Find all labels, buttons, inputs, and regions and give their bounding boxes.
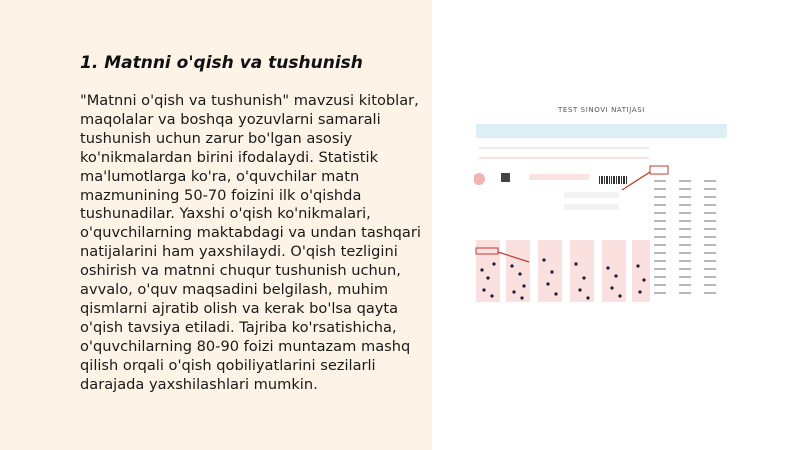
slide-heading: 1. Matnni o'qish va tushunish <box>80 53 363 73</box>
answer-sheet-banner <box>476 124 727 138</box>
highlight-box-top <box>650 166 668 174</box>
bubble-grid-panels <box>476 240 650 302</box>
answer-sheet-image <box>474 100 729 305</box>
sheet-info-field <box>564 192 619 198</box>
slide-body-text: "Matnni o'qish va tushunish" mavzusi kitoblar, maqolalar va boshqa yozuvlarni samarali tushunish uchun zarur bo'lgan asosiy ko'nikmalardan birini ifodalaydi. Statistik ma'lumotlarga ko'ra, o'quvchilar matn mazmunining 50-70 foizini ilk o'qishda tushunadilar. Yaxshi o'qish ko'nikmalari, o'quvchilarning maktabdagi va undan tashqari natijalarini ham yaxshilaydi. O'qish tezligini oshirish va matnni chuqur tushunish uchun, avvalo, o'quv maqsadini belgilash, muhim qismlarni ajratib olish va kerak bo'lsa qayta o'qish tavsiya etiladi. Tajriba ko'rsatishicha, o'quvchilarning 80-90 foizi muntazam mashq qilish orqali o'qish qobiliyatlarini sezilarli darajada yaxshilashlari mumkin. <box>80 92 421 393</box>
sheet-red-circle <box>474 173 485 185</box>
qr-code-icon <box>501 173 510 182</box>
answer-key-columns <box>654 180 716 294</box>
barcode-icon <box>599 176 627 184</box>
answer-sheet-graphic <box>474 140 729 305</box>
sheet-info-field <box>529 174 589 180</box>
sheet-info-field <box>564 204 619 210</box>
answer-sheet-title: TEST SINOVI NATIJASI <box>558 106 645 114</box>
